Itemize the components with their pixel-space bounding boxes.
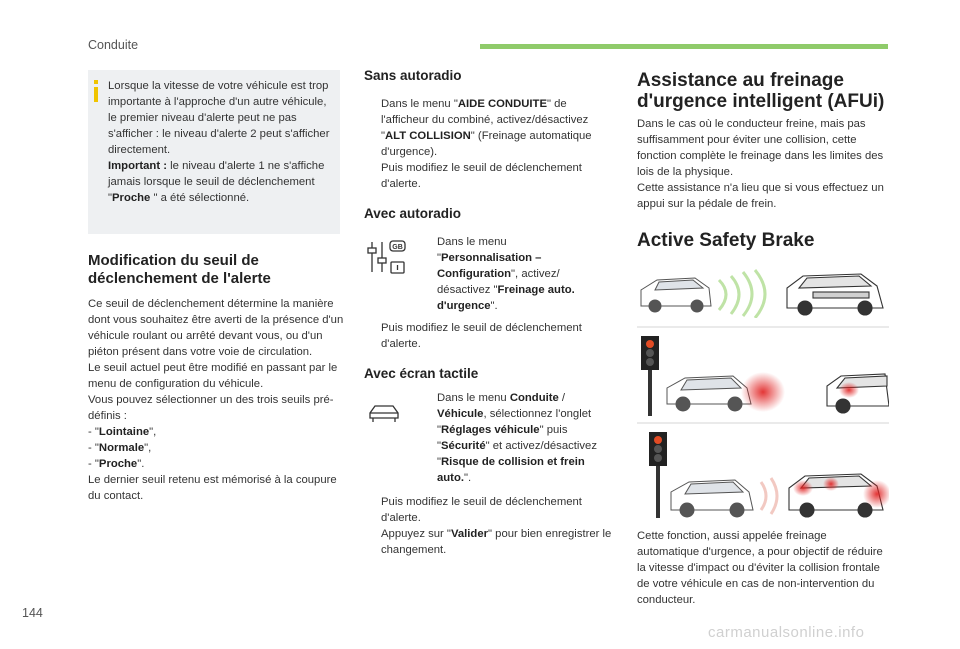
avec-ecran-step-1: Dans le menu Conduite / Véhicule, sélectionnez l'onglet "Réglages véhicule" puis "Sécurité" et activez/désactivez "Risque de collision et frein auto.". xyxy=(437,392,597,484)
avec-autoradio-step-2: Puis modifiez le seuil de déclenchement d'alerte. xyxy=(381,322,582,350)
traffic-light-icon xyxy=(641,336,659,416)
modification-body: Ce seuil de déclenchement détermine la manière dont vous souhaitez être averti de la présence d'un véhicule roulant ou arrêté devant vous, ou d'un piéton présent dans votre voie de circulation. Le seuil actuel peut être modifié en passant par le menu de configuration du véhicule. Vous pouvez sélectionner un des trois seuils pré-définis : - "Lointaine", - "Normale", - "Proche". Le dernier seuil retenu est mémorisé à la coupure du contact. xyxy=(88,298,344,502)
avec-ecran-step-2: Puis modifiez le seuil de déclenchement d'alerte. xyxy=(381,496,582,524)
gb-badge: GB xyxy=(392,244,403,251)
sans-autoradio-title: Sans autoradio xyxy=(364,68,462,83)
section-header-bar xyxy=(480,44,888,49)
afu-title: Assistance au freinage d'urgence intelligent (AFUi) xyxy=(637,70,885,112)
avec-ecran-step-3: Appuyez sur "Valider" pour bien enregistrer le changement. xyxy=(381,528,612,556)
car-icon xyxy=(366,402,402,431)
modification-title: Modification du seuil de déclenchement de l'alerte xyxy=(88,252,271,287)
traffic-light-icon xyxy=(649,432,667,518)
sans-autoradio-step-1: Dans le menu "AIDE CONDUITE" de l'afficheur du combiné, activez/désactivez "ALT COLLISION" (Freinage automatique d'urgence). xyxy=(381,98,592,158)
asb-title: Active Safety Brake xyxy=(637,230,815,251)
settings-sliders-icon xyxy=(364,238,406,281)
sans-autoradio-step-2: Puis modifiez le seuil de déclenchement d'alerte. xyxy=(381,162,582,190)
afu-body: Dans le cas où le conducteur freine, mais pas suffisamment pour éviter une collision, cette fonction complète le freinage dans les limites des lois de la physique. Cette assistance n'a lieu que si vous effectuez un appui sur la pédale de frein. xyxy=(637,118,884,210)
watermark: carmanualsonline.info xyxy=(708,624,865,641)
info-icon xyxy=(94,80,98,102)
asb-body: Cette fonction, aussi appelée freinage automatique d'urgence, a pour objectif de réduire la vitesse d'impact ou d'éviter la collision frontale de votre véhicule en cas de non-intervention du conducteur. xyxy=(637,530,883,606)
illustration-emergency-braking xyxy=(637,422,889,523)
illustration-car-braking-approach xyxy=(637,326,889,421)
note-text: Lorsque la vitesse de votre véhicule est trop importante à l'approche d'un autre véhicule, le premier niveau d'alerte peut ne pas s'afficher : le niveau d'alerte 2 peut s'afficher directement. Important : le niveau d'alerte 1 ne s'affiche jamais lorsque le seuil de déclenchement "Proche " a été sélectionné. xyxy=(108,80,330,204)
page-number: 144 xyxy=(22,606,43,620)
note-box xyxy=(88,70,340,234)
illustration-car-following xyxy=(637,266,889,323)
avec-autoradio-step-1: Dans le menu "Personnalisation – Configuration", activez/ désactivez "Freinage auto. d'urgence". xyxy=(437,236,575,312)
avec-autoradio-title: Avec autoradio xyxy=(364,206,462,221)
section-header-title: Conduite xyxy=(88,38,139,52)
avec-ecran-title: Avec écran tactile xyxy=(364,366,479,381)
